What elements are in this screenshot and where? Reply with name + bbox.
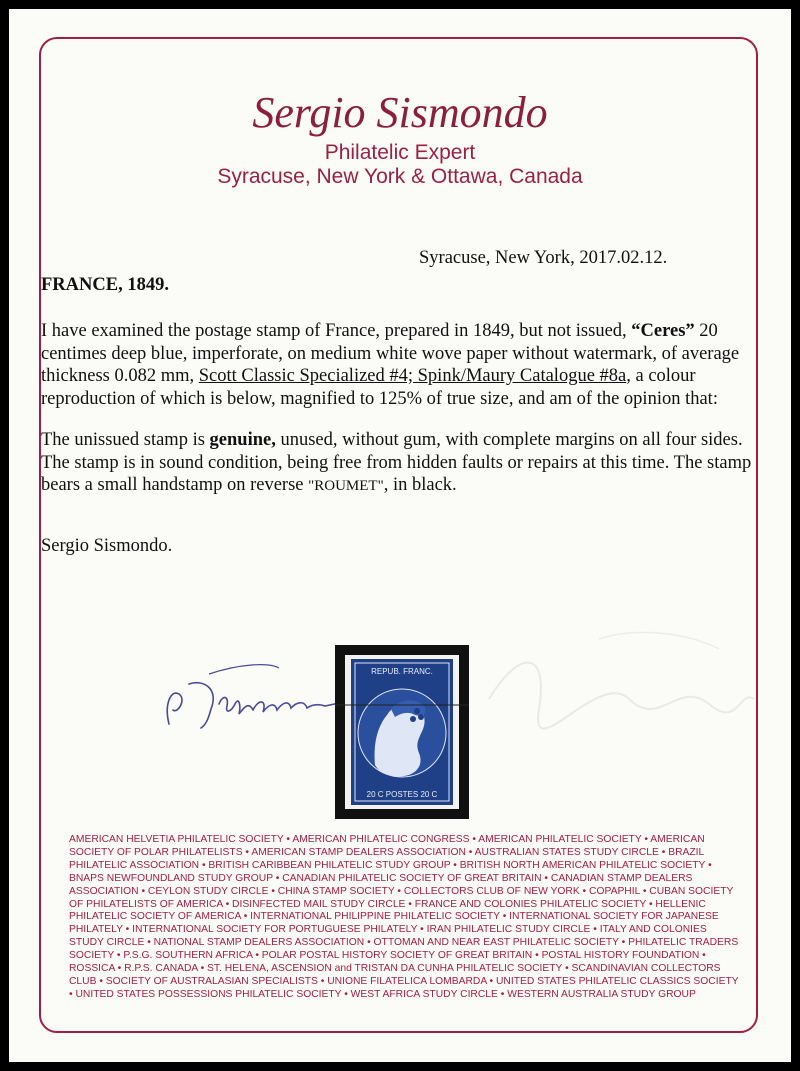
handstamp-text: "ROUMET"	[308, 478, 384, 494]
examination-paragraph: I have examined the postage stamp of France, prepared in 1849, but not issued, “Ceres” 20 centimes deep blue, imperforate, on medium white wove paper without watermark, of average thickness 0.082 mm, Scott Classic Specialized #4; Spink/Maury Catalogue #8a, a colour reproduction of which is below, magnified to 125% of true size, and am of the opinion that:	[41, 321, 740, 409]
certificate-sheet	[9, 9, 791, 1062]
certificate-heading: FRANCE, 1849.	[41, 275, 169, 295]
opinion-paragraph: The unissued stamp is genuine, unused, without gum, with complete margins on all four sides. The stamp is in sound condition, being free from hidden faults or repairs at this time. The stamp bears a small handstamp on reverse "ROUMET", in black.	[41, 430, 752, 495]
handwritten-signature	[149, 654, 349, 734]
stamp-top-text: REPUB. FRANC.	[371, 667, 433, 676]
expert-title: Philatelic Expert	[324, 141, 476, 164]
stamp-bottom-text: 20 C POSTES 20 C	[366, 790, 438, 799]
expert-location: Syracuse, New York & Ottawa, Canada	[217, 165, 583, 188]
catalogue-reference: Scott Classic Specialized #4; Spink/Maury Catalogue #8a	[198, 366, 627, 386]
societies-list: AMERICAN HELVETIA PHILATELIC SOCIETY • AMERICAN PHILATELIC CONGRESS • AMERICAN PHILATELIC SOCIETY • AMERICAN SOCIETY OF POLAR PHILATELISTS • AMERICAN STAMP DEALERS ASSOCIATION • AUSTRALIAN STATES STUDY CIRCLE • BRAZIL PHILATELIC ASSOCIATION • BRITISH CARIBBEAN PHILATELIC STUDY GROUP • BRITISH NORTH AMERICAN PHILATELIC SOCIETY • BNAPS NEWFOUNDLAND STUDY GROUP • CANADIAN PHILATELIC SOCIETY OF GREAT BRITAIN • CANADIAN STAMP DEALERS ASSOCIATION • CEYLON STUDY CIRCLE • CHINA STAMP SOCIETY • COLLECTORS CLUB OF NEW YORK • COPAPHIL • CUBAN SOCIETY OF PHILATELISTS OF AMERICA • DISINFECTED MAIL STUDY CIRCLE • FRANCE AND COLONIES PHILATELIC SOCIETY • HELLENIC PHILATELIC SOCIETY OF AMERICA • INTERNATIONAL PHILIPPINE PHILATELIC SOCIETY • INTERNATIONAL SOCIETY FOR JAPANESE PHILATELY • INTERNATIONAL SOCIETY FOR PORTUGUESE PHILATELY • IRAN PHILATELIC STUDY CIRCLE • ITALY AND COLONIES STUDY CIRCLE • NATIONAL STAMP DEALERS ASSOCIATION • OTTOMAN AND NEAR EAST PHILATELIC SOCIETY • PHILATELIC TRADERS SOCIETY • P.S.G. SOUTHERN AFRICA • POLAR POSTAL HISTORY SOCIETY OF GREAT BRITAIN • POSTAL HISTORY FOUNDATION • ROSSICA • R.P.S. CANADA • ST. HELENA, ASCENSION and TRISTAN DA CUNHA PHILATELIC SOCIETY • SCANDINAVIAN COLLECTORS CLUB • SOCIETY OF AUSTRALASIAN SPECIALISTS • UNIONE FILATELICA LOMBARDA • UNITED STATES PHILATELIC CLASSICS SOCIETY • UNITED STATES POSSESSIONS PHILATELIC SOCIETY • WEST AFRICA STUDY CIRCLE • WESTERN AUSTRALIA STUDY GROUP	[69, 834, 739, 1000]
date-line: Syracuse, New York, 2017.02.12.	[419, 248, 668, 268]
stamp-image	[335, 645, 469, 819]
signoff: Sergio Sismondo.	[41, 536, 173, 556]
genuine-verdict: genuine,	[209, 430, 276, 450]
stamp-name: “Ceres”	[631, 321, 695, 341]
background-watermark	[479, 609, 759, 749]
expert-name: Sergio Sismondo	[252, 88, 548, 137]
